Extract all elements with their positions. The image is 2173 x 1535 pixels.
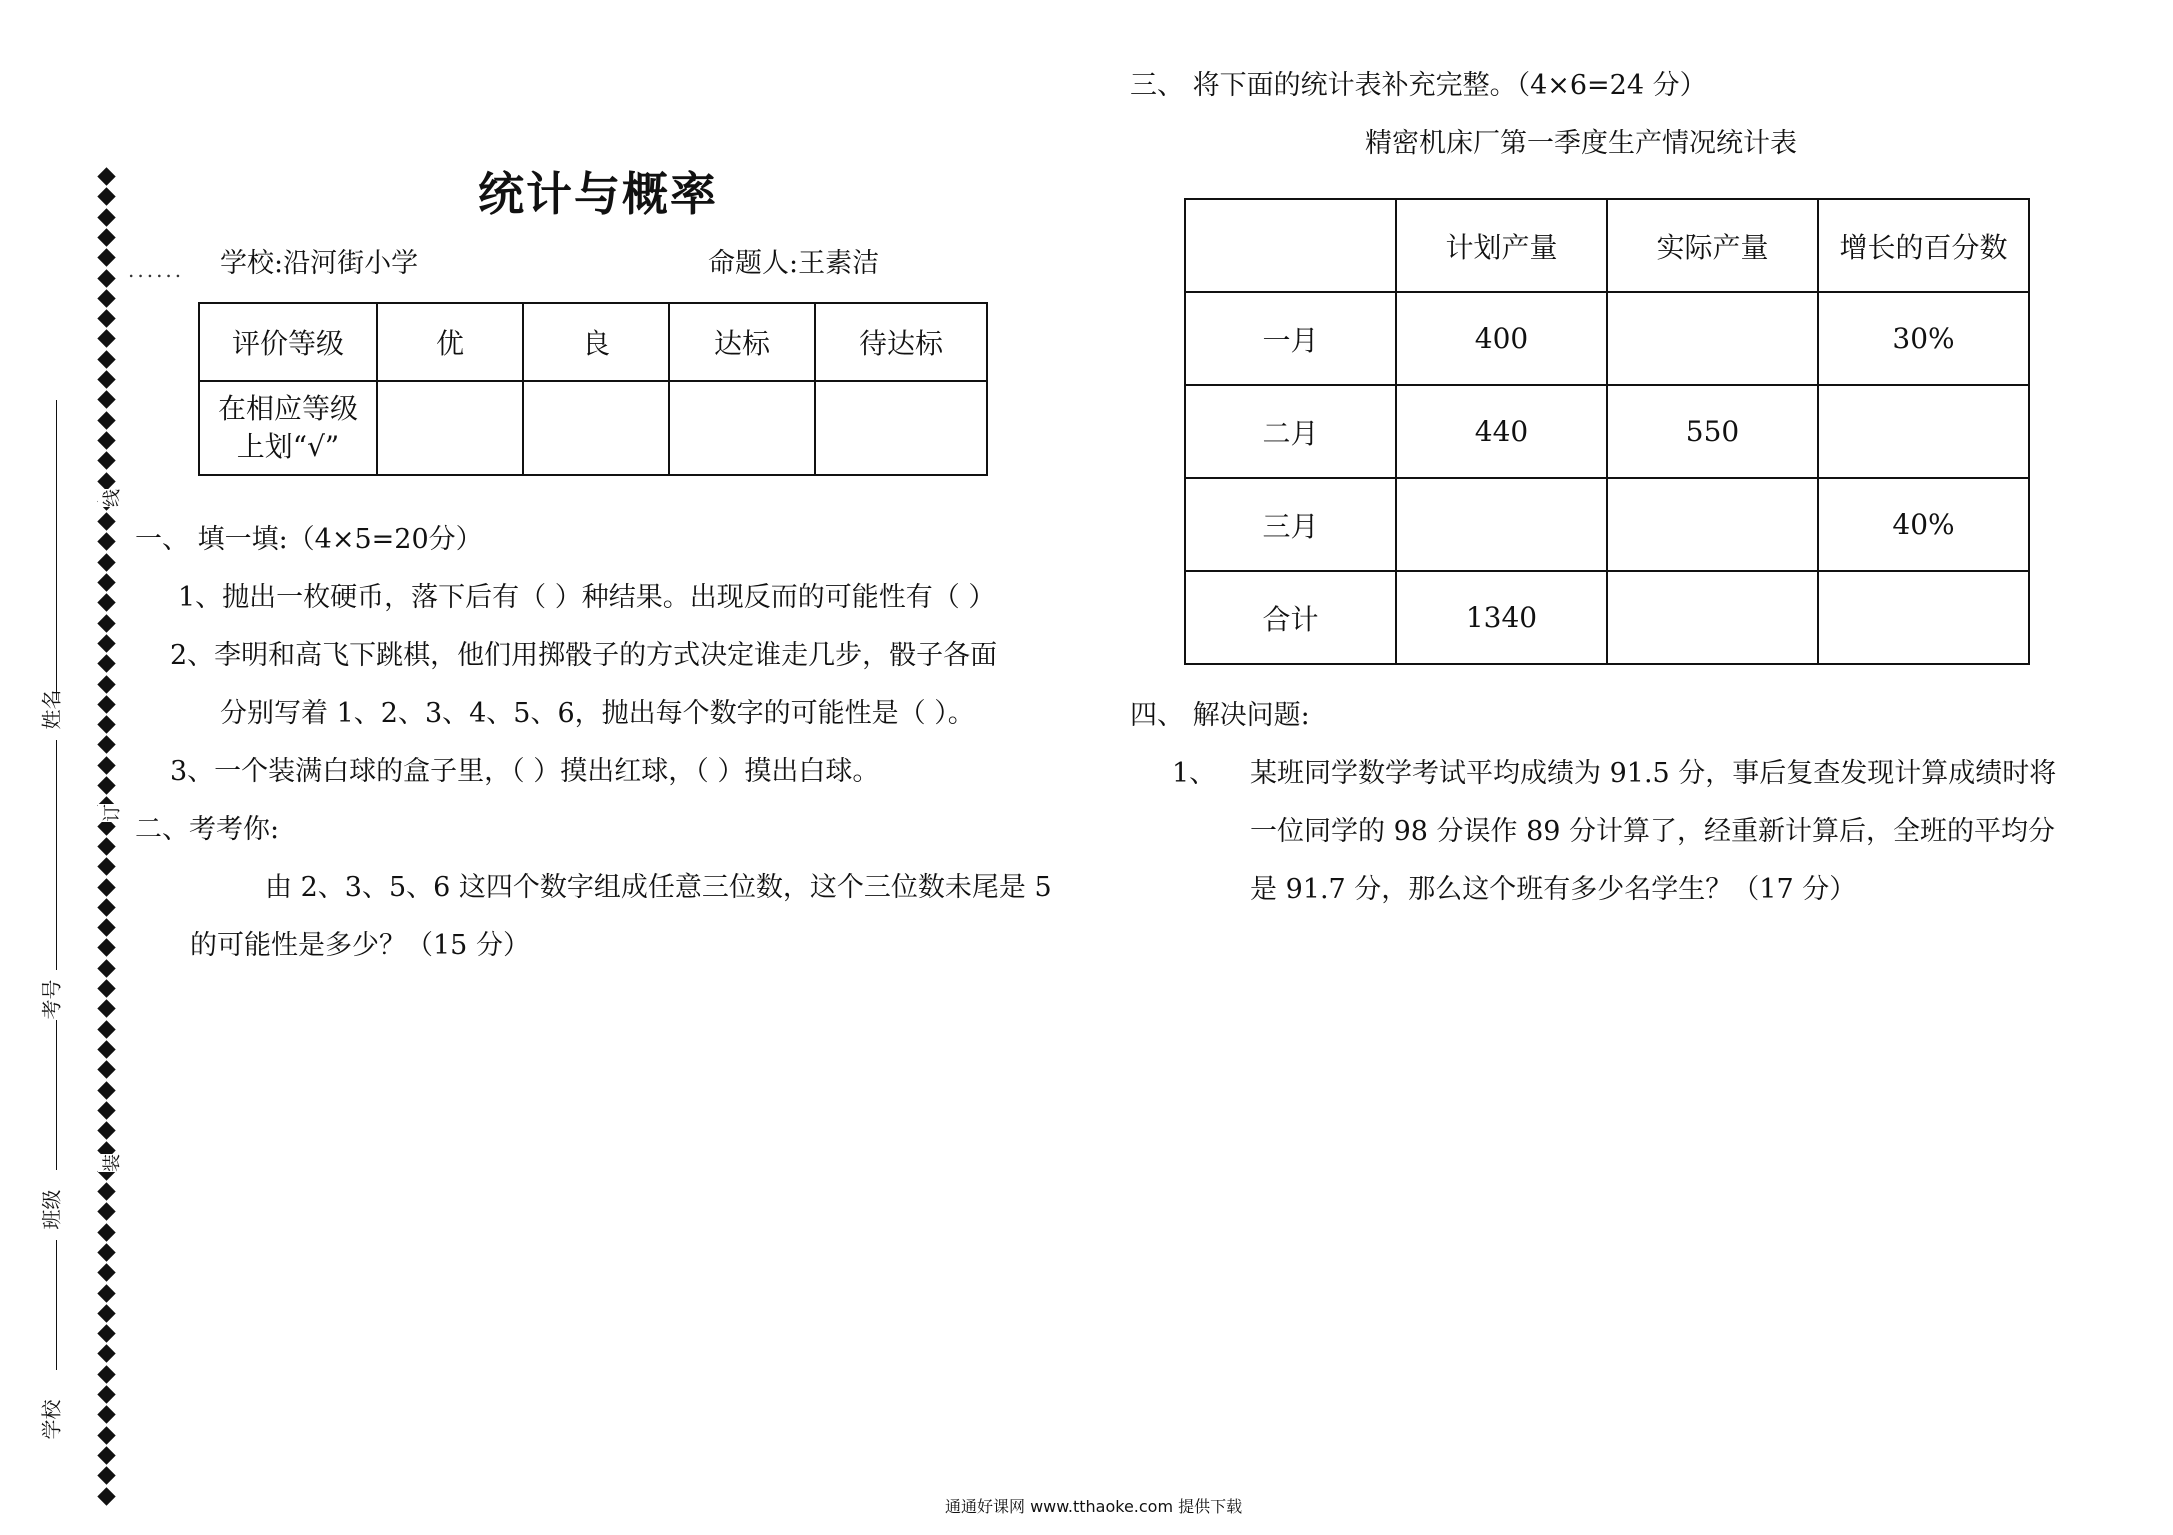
stats-cell: 二月 (1185, 385, 1396, 478)
binding-diamond (97, 1487, 115, 1505)
section2-question-line1: 由 2、3、5、6 这四个数字组成任意三位数，这个三位数未尾是 5 (265, 872, 1052, 903)
binding-diamond (97, 837, 115, 855)
stats-cell[interactable] (1818, 571, 2029, 664)
binding-diamond (97, 1060, 115, 1078)
binding-diamond (97, 675, 115, 693)
binding-diamond (97, 248, 115, 266)
binding-diamond (97, 573, 115, 591)
binding-diamond (97, 1466, 115, 1484)
name-label: 姓名 (39, 689, 64, 730)
stats-table-title: 精密机床厂第一季度生产情况统计表 (1365, 128, 1797, 159)
stats-cell: 合计 (1185, 571, 1396, 664)
stats-row-feb (1185, 385, 2029, 478)
grade-header-cell: 优 (377, 303, 523, 381)
stats-header-cell (1185, 199, 1396, 292)
grade-row-label-line1: 在相应等级 (217, 392, 358, 425)
binding-diamond (97, 756, 115, 774)
binding-diamond (97, 1365, 115, 1383)
section1-heading: 一、 填一填:（4×5=20分） (135, 524, 483, 555)
binding-diamond (97, 1203, 115, 1221)
page-title: 统计与概率 (478, 167, 718, 221)
stats-cell[interactable] (1396, 478, 1607, 571)
grade-mark-cell[interactable] (815, 381, 987, 475)
school-label: 学校 (39, 1399, 64, 1440)
binding-diamond (97, 1406, 115, 1424)
binding-diamond (97, 594, 115, 612)
binding-diamond (97, 614, 115, 632)
grade-mark-cell[interactable] (523, 381, 669, 475)
binding-diamond (97, 289, 115, 307)
grade-header-cell: 待达标 (815, 303, 987, 381)
footer-credit: 通通好课网 www.tthaoke.com 提供下载 (945, 1497, 1243, 1516)
binding-diamond (97, 1385, 115, 1403)
binding-diamond (97, 1040, 115, 1058)
binding-diamond (97, 878, 115, 896)
binding-diamond (97, 411, 115, 429)
stats-row-total (1185, 571, 2029, 664)
stats-row-jan (1185, 292, 2029, 385)
binding-diamond (97, 188, 115, 206)
binding-diamond (97, 1101, 115, 1119)
stats-cell: 三月 (1185, 478, 1396, 571)
binding-diamond (97, 1304, 115, 1322)
binding-diamond (97, 1263, 115, 1281)
stats-header-cell: 增长的百分数 (1818, 199, 2029, 292)
binding-diamond (97, 918, 115, 936)
binding-diamond (97, 472, 115, 490)
stats-cell: 400 (1396, 292, 1607, 385)
binding-diamond (97, 736, 115, 754)
stats-cell[interactable] (1607, 478, 1818, 571)
stats-cell[interactable] (1818, 385, 2029, 478)
section3-heading: 三、 将下面的统计表补充完整。（4×6=24 分） (1130, 70, 1707, 101)
binding-diamond-line (100, 170, 120, 1500)
stats-cell: 30% (1818, 292, 2029, 385)
binding-diamond (97, 350, 115, 368)
binding-char-order: 订 (98, 804, 124, 822)
grade-header-cell: 达标 (669, 303, 815, 381)
school-name: 学校:沿河街小学 (220, 248, 419, 279)
binding-diamond (97, 715, 115, 733)
binding-diamond (97, 370, 115, 388)
binding-diamond (97, 1223, 115, 1241)
exam-no-underline (56, 740, 57, 970)
grade-mark-cell[interactable] (377, 381, 523, 475)
grade-mark-row (199, 381, 987, 475)
class-underline (56, 1020, 57, 1170)
binding-diamond (97, 1121, 115, 1139)
binding-diamond (97, 1324, 115, 1342)
section4-question-1-line3: 是 91.7 分，那么这个班有多少名学生？（17 分） (1250, 874, 1857, 905)
stats-cell: 40% (1818, 478, 2029, 571)
stats-cell: 440 (1396, 385, 1607, 478)
stats-cell: 一月 (1185, 292, 1396, 385)
binding-diamond (97, 431, 115, 449)
exam-no-label: 考号 (39, 979, 64, 1020)
binding-diamond (97, 208, 115, 226)
section4-question-1-line2: 一位同学的 98 分误作 89 分计算了，经重新计算后，全班的平均分 (1250, 816, 2056, 847)
stats-row-mar (1185, 478, 2029, 571)
binding-diamond (97, 330, 115, 348)
stats-cell[interactable] (1607, 571, 1818, 664)
binding-diamond (97, 553, 115, 571)
grade-mark-cell[interactable] (669, 381, 815, 475)
binding-diamond (97, 857, 115, 875)
section4-question-1-number: 1、 (1172, 758, 1217, 789)
section4-question-1-line1: 某班同学数学考试平均成绩为 91.5 分，事后复查发现计算成绩时将 (1250, 758, 2057, 789)
grade-header-row (199, 303, 987, 381)
section2-heading: 二、考考你: (135, 814, 280, 845)
grade-table (198, 302, 988, 476)
binding-diamond (97, 228, 115, 246)
stats-header-cell: 实际产量 (1607, 199, 1818, 292)
binding-diamond (97, 512, 115, 530)
class-label: 班级 (39, 1189, 64, 1230)
grade-row-label-line2: 上划“√” (236, 430, 340, 463)
grade-row-label (199, 381, 377, 475)
binding-diamond (97, 1182, 115, 1200)
binding-diamond (97, 451, 115, 469)
stats-header-row (1185, 199, 2029, 292)
binding-char-bind: 装 (98, 1154, 124, 1172)
section1-question-2-line2: 分别写着 1、2、3、4、5、6，抛出每个数字的可能性是（ ）。 (220, 698, 975, 729)
dotted-leader: ...... (128, 258, 185, 282)
binding-diamond (97, 959, 115, 977)
binding-diamond (97, 898, 115, 916)
binding-diamond (97, 1020, 115, 1038)
binding-diamond (97, 1243, 115, 1261)
stats-table (1184, 198, 2030, 665)
binding-diamond (97, 634, 115, 652)
section4-heading: 四、 解决问题: (1130, 700, 1310, 731)
binding-diamond (97, 167, 115, 185)
section1-question-1: 1、抛出一枚硬币，落下后有（ ）种结果。出现反而的可能性有（ ） (178, 582, 996, 613)
binding-diamond (97, 1426, 115, 1444)
binding-diamond (97, 1446, 115, 1464)
author-name: 命题人:王素洁 (708, 248, 880, 279)
section2-question-line2: 的可能性是多少？（15 分） (190, 930, 530, 961)
binding-diamond (97, 939, 115, 957)
stats-cell[interactable] (1607, 292, 1818, 385)
binding-char-line: 线 (98, 489, 124, 507)
binding-diamond (97, 1000, 115, 1018)
stats-header-cell: 计划产量 (1396, 199, 1607, 292)
binding-diamond (97, 533, 115, 551)
binding-diamond (97, 979, 115, 997)
binding-diamond (97, 391, 115, 409)
binding-diamond (97, 1081, 115, 1099)
grade-header-cell: 评价等级 (199, 303, 377, 381)
section1-question-3: 3、一个装满白球的盒子里，（ ）摸出红球，（ ）摸出白球。 (170, 756, 880, 787)
school-underline (56, 1240, 57, 1370)
binding-diamond (97, 654, 115, 672)
binding-diamond (97, 1284, 115, 1302)
name-underline (56, 400, 57, 700)
grade-header-cell: 良 (523, 303, 669, 381)
binding-diamond (97, 309, 115, 327)
binding-diamond (97, 695, 115, 713)
stats-cell: 550 (1607, 385, 1818, 478)
stats-cell: 1340 (1396, 571, 1607, 664)
section1-question-2-line1: 2、李明和高飞下跳棋，他们用掷骰子的方式决定谁走几步，骰子各面 (170, 640, 998, 671)
binding-diamond (97, 776, 115, 794)
binding-diamond (97, 269, 115, 287)
binding-diamond (97, 1345, 115, 1363)
